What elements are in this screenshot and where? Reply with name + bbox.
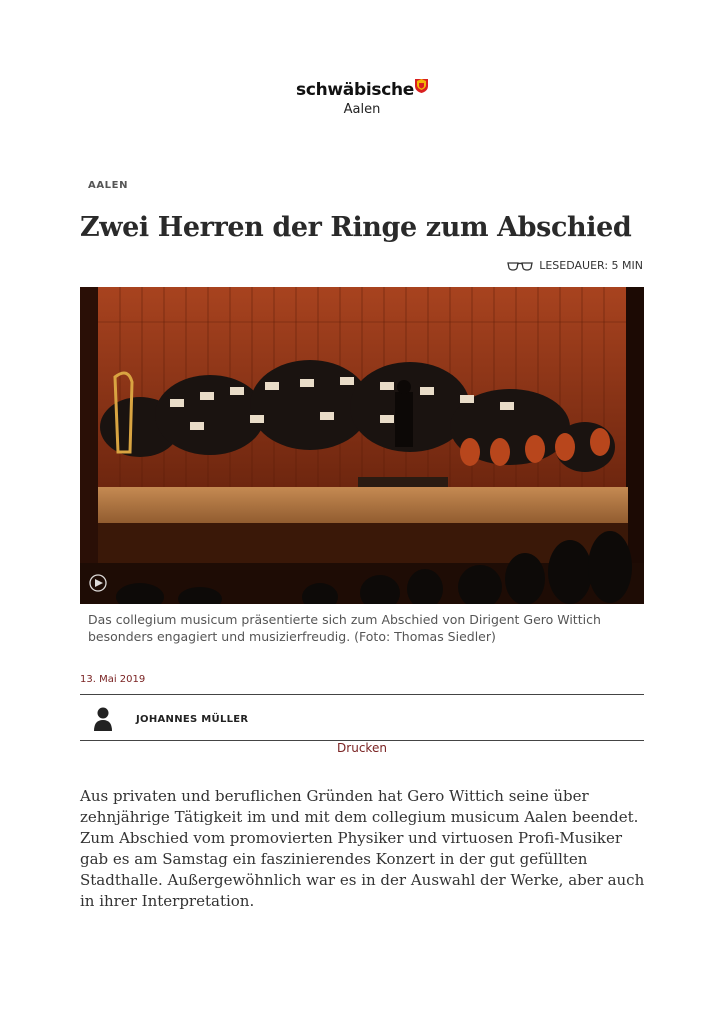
- author-name[interactable]: JOHANNES MÜLLER: [136, 713, 249, 725]
- article-title: Zwei Herren der Ringe zum Abschied: [80, 212, 632, 243]
- image-caption: Das collegium musicum präsentierte sich zum Abschied von Dirigent Gero Wittich besonders engagiert und musizierfreudig. (Foto: Thomas Siedler): [88, 612, 601, 644]
- brand-name: schwäbische: [296, 80, 414, 100]
- print-link[interactable]: Drucken: [337, 741, 387, 755]
- publish-date: 13. Mai 2019: [80, 674, 146, 685]
- reading-time: [507, 259, 643, 272]
- article-photo[interactable]: [80, 287, 644, 604]
- masthead: [0, 80, 724, 117]
- reading-time-label: LESEDAUER: 5 MIN: [539, 259, 643, 272]
- glasses-icon: [507, 261, 533, 271]
- article-body: Aus privaten und beruflichen Gründen hat Gero Wittich seine über zehnjährige Tätigkeit im und mit dem collegium musicum Aalen beendet. Zum Abschied vom promovierten Physiker und virtuosen Profi-Musiker gab es am Samstag ein faszinierendes Konzert in der gut gefüllten Stadthalle. Außergewöhnlich war es in der Auswahl der Werke, aber auch in ihrer Interpretation.: [80, 787, 645, 910]
- article-category[interactable]: AALEN: [88, 180, 129, 191]
- person-icon: [93, 707, 113, 731]
- edition-name: Aalen: [343, 102, 381, 117]
- shield-logo-icon: [415, 78, 428, 93]
- divider-top: [80, 694, 644, 695]
- site-logo[interactable]: [296, 80, 428, 100]
- author-row[interactable]: [80, 700, 644, 738]
